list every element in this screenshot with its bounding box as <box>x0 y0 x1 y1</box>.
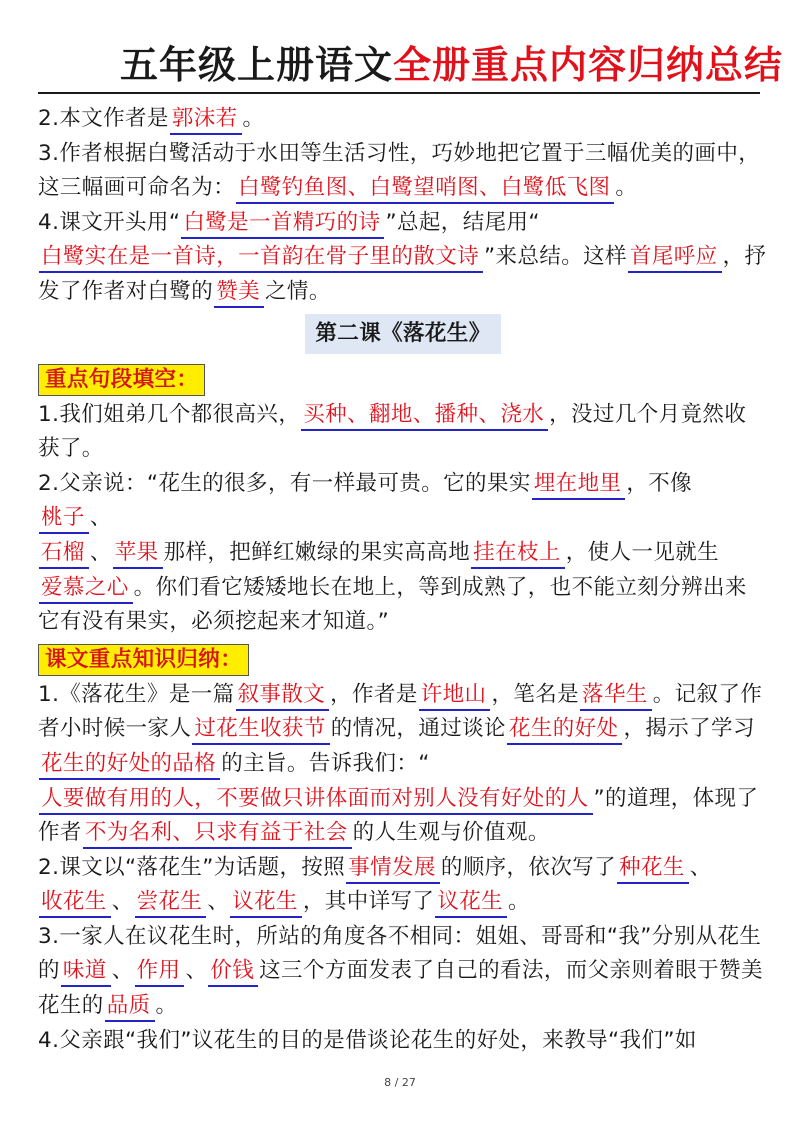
text: 。 <box>508 889 530 915</box>
answer-blank: 议花生 <box>435 889 507 918</box>
text: 、 <box>185 958 208 984</box>
text: 那样，把鲜红嫩绿的果实高高地 <box>163 539 471 565</box>
text: 的人生观与价值观。 <box>352 820 550 846</box>
text: 3.一家人在议花生时，所站的角度各不相同：姐姐、哥哥和“我”分别从花生的 <box>38 923 762 984</box>
answer-blank: 作用 <box>135 958 185 987</box>
text: 2.父亲说：“花生的很多，有一样最可贵。它的果实 <box>38 470 531 496</box>
text: ，笔名是 <box>491 681 580 707</box>
text: 、 <box>111 889 134 915</box>
text: 。 <box>615 175 638 201</box>
paragraph-knowledge-4 <box>38 1024 768 1059</box>
lesson-title: 第二课《落花生》 <box>305 314 500 354</box>
paragraph-knowledge-1 <box>38 678 768 851</box>
section-heading-knowledge: 课文重点知识归纳： <box>38 644 249 676</box>
paragraph-knowledge-3 <box>38 920 768 1024</box>
answer-blank: 花生的好处 <box>507 716 623 745</box>
answer-blank: 议花生 <box>230 889 302 918</box>
answer-blank: 花生的好处的品格 <box>39 751 220 780</box>
answer-blank: 收花生 <box>39 889 111 918</box>
answer-blank: 爱慕之心 <box>39 575 133 604</box>
answer-blank: 价钱 <box>208 958 258 987</box>
text: 。 <box>155 993 178 1019</box>
lesson-title-row <box>38 314 768 354</box>
answer-blank: 许地山 <box>419 682 491 711</box>
answer-blank: 首尾呼应 <box>628 244 722 273</box>
text: 。 <box>242 106 265 131</box>
text: 、 <box>689 854 712 880</box>
answer-blank: 白鹭是一首精巧的诗 <box>181 210 384 239</box>
answer-blank: 味道 <box>61 958 111 987</box>
answer-blank: 种花生 <box>617 855 689 884</box>
text: 4.课文开头用“ <box>38 209 181 235</box>
text: ，没过几个月竟然收获了。 <box>38 401 747 462</box>
answer-blank: 桃子 <box>39 505 89 534</box>
title-underline <box>38 92 760 94</box>
text: 、 <box>89 505 112 531</box>
answer-blank: 白鹭实在是一首诗，一首韵在骨子里的散文诗 <box>39 244 483 273</box>
text: 2.本文作者是 <box>38 106 169 131</box>
text: ，使人一见就生 <box>565 539 720 565</box>
answer-blank: 赞美 <box>214 279 264 308</box>
text: 、 <box>111 958 134 984</box>
text: 2.课文以“落花生”为话题，按照 <box>38 854 346 880</box>
text: 3.作者根据白鹭活动于水田等生活习性，巧妙地把它置于三幅优美的画中，这三幅画可命名为： <box>38 140 761 201</box>
text: 1.我们姐弟几个都很高兴， <box>38 401 301 427</box>
text: 的情况，通过谈论 <box>330 716 506 742</box>
section-heading-row <box>38 640 768 678</box>
answer-blank: 事情发展 <box>346 855 440 884</box>
text: 4.父亲跟“我们”议花生的目的是借谈论花生的好处，来教导“我们”如 <box>38 1027 697 1053</box>
text: 。记叙了作者小时候一家人 <box>38 681 763 742</box>
answer-blank: 苹果 <box>113 540 163 569</box>
text: 的顺序，依次写了 <box>440 854 617 880</box>
answer-blank: 过花生收获节 <box>192 716 329 745</box>
document-body <box>38 102 768 1058</box>
answer-blank: 落华生 <box>580 682 652 711</box>
answer-blank: 郭沫若 <box>170 106 242 135</box>
text: ”来总结。这样 <box>484 244 627 270</box>
paragraph-author <box>38 102 768 137</box>
text: 、 <box>89 539 112 565</box>
text: 。你们看它矮矮地长在地上，等到成熟了，也不能立刻分辨出来它有没有果实，必须挖起来才知道。” <box>38 574 747 635</box>
text: ”总起，结尾用“ <box>385 209 540 235</box>
section-heading-row <box>38 360 768 398</box>
text: 之情。 <box>265 278 331 304</box>
answer-blank: 人要做有用的人，不要做只讲体面而对别人没有好处的人 <box>39 786 593 815</box>
answer-blank: 埋在地里 <box>532 471 626 500</box>
text: ，抒发了作者对白鹭的 <box>38 244 767 304</box>
text: 、 <box>207 889 230 915</box>
text: ，揭示了学习 <box>623 716 755 742</box>
paragraph-fill-1 <box>38 398 768 467</box>
page-header <box>38 38 784 94</box>
text: ，不像 <box>626 470 693 496</box>
text: 的主旨。告诉我们：“ <box>221 750 430 776</box>
answer-blank: 不为名利、只求有益于社会 <box>83 820 352 849</box>
paragraph-three-pictures <box>38 137 768 206</box>
paragraph-fill-2 <box>38 467 768 640</box>
page-number: 8 / 27 <box>384 1076 416 1089</box>
answer-blank: 石榴 <box>39 540 89 569</box>
title-red: 全册重点内容归纳总结 <box>393 43 784 87</box>
text: 这三个方面发表了自己的看法，而父亲则着眼于赞美花生的 <box>38 958 763 1019</box>
answer-blank: 叙事散文 <box>236 682 330 711</box>
answer-blank: 品质 <box>105 993 155 1022</box>
paragraph-knowledge-2 <box>38 851 768 920</box>
title-black: 五年级上册语文 <box>120 43 394 87</box>
text: 1.《落花生》是一篇 <box>38 681 235 707</box>
answer-blank: 买种、翻地、播种、浇水 <box>301 402 548 431</box>
text: ，作者是 <box>330 681 418 707</box>
text: ，其中详写了 <box>302 889 435 915</box>
answer-blank: 尝花生 <box>135 889 207 918</box>
paragraph-structure <box>38 206 768 310</box>
text: ”的道理，体现了作者 <box>38 785 759 846</box>
section-heading-fill-in: 重点句段填空： <box>38 364 205 396</box>
answer-blank: 挂在枝上 <box>471 540 565 569</box>
answer-blank: 白鹭钓鱼图、白鹭望哨图、白鹭低飞图 <box>236 175 614 204</box>
page-title <box>120 38 783 92</box>
